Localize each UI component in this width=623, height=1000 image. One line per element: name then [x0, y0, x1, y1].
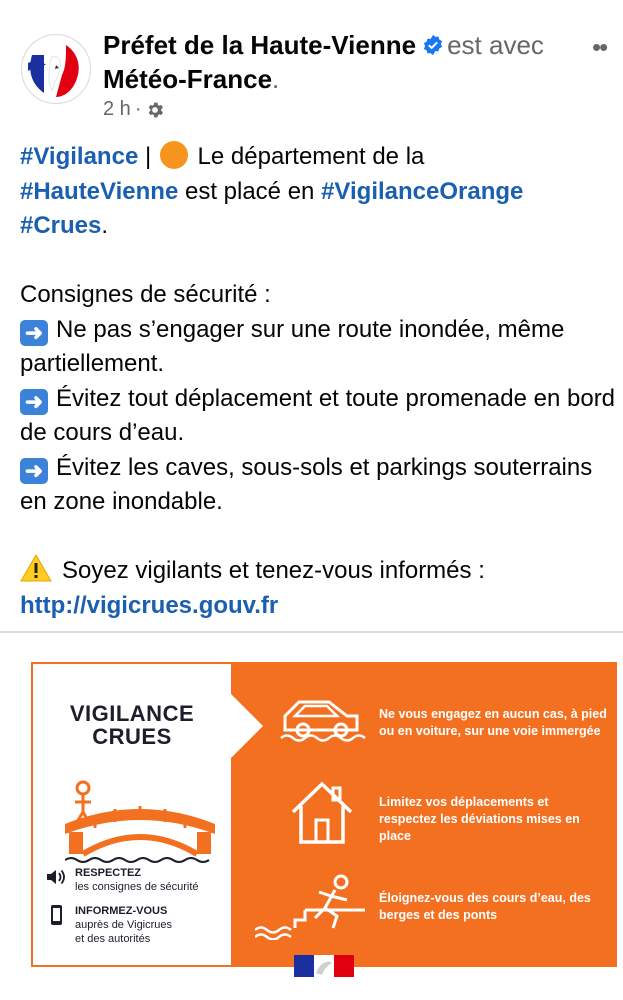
- consigne-text: Ne pas s’engager sur une route inondée, même partiellement.: [20, 315, 565, 377]
- post-line-3: [20, 209, 620, 244]
- vigilance-crues-image[interactable]: [31, 662, 617, 967]
- consignes-title: Consignes de sécurité :: [20, 281, 271, 308]
- meta-separator: ·: [134, 98, 142, 120]
- consigne-item: [20, 313, 620, 382]
- hashtag-crues[interactable]: #Crues: [20, 212, 102, 239]
- infographic-title: [33, 702, 231, 748]
- panel-notch: [229, 692, 263, 760]
- left-item-sub: les consignes de sécurité: [75, 881, 199, 893]
- vigicrues-link[interactable]: http://vigicrues.gouv.fr: [20, 591, 279, 619]
- link-line: [20, 589, 620, 624]
- right-item-text: Éloignez-vous des cours d’eau, des berges et des ponts: [379, 891, 591, 922]
- infographic-left-panel: [33, 664, 231, 965]
- right-item-text: Limitez vos déplacements et respectez les déviations mises en place: [379, 795, 580, 843]
- left-item-sub: et des autorités: [75, 933, 151, 945]
- consigne-item: [20, 382, 620, 451]
- hashtag-vigilanceorange[interactable]: #VigilanceOrange: [321, 177, 524, 205]
- avatar[interactable]: [21, 34, 91, 104]
- divider: [0, 631, 623, 633]
- infographic-right-panel: [231, 664, 617, 965]
- flooded-car-icon: [279, 694, 367, 746]
- hashtag-vigilance[interactable]: #Vigilance: [20, 143, 139, 170]
- post-line-2-mid: est placé en: [178, 177, 322, 205]
- title-line-2: CRUES: [92, 724, 172, 749]
- tagged-page-name[interactable]: Météo-France: [103, 64, 273, 94]
- consigne-item: [20, 451, 620, 520]
- title-line-1: VIGILANCE: [69, 701, 195, 726]
- right-arrow-icon: ➜: [20, 458, 48, 484]
- post-line-1: [20, 140, 620, 175]
- consigne-text: Évitez les caves, sous-sols et parkings souterrains en zone inondable.: [20, 453, 593, 515]
- post-line-3-end: .: [101, 212, 109, 239]
- orange-circle-icon: [160, 141, 188, 169]
- post-time[interactable]: 2 h: [103, 98, 131, 120]
- republique-francaise-logo-icon: [294, 955, 354, 977]
- pipe-separator: |: [138, 143, 158, 170]
- warning-line: [20, 554, 620, 589]
- post-meta: [103, 98, 165, 121]
- more-options-button[interactable]: [592, 32, 618, 62]
- marianne-logo-icon: [22, 35, 90, 103]
- left-item-informez: [45, 904, 172, 946]
- warning-icon: [20, 554, 52, 582]
- post-line-2: [20, 175, 620, 210]
- house-icon: [289, 780, 355, 846]
- left-item-strong: RESPECTEZ: [75, 867, 142, 879]
- with-text: est avec: [447, 30, 544, 60]
- running-person-icon: [255, 874, 365, 940]
- speaker-icon: [45, 866, 67, 888]
- post-body: [20, 140, 620, 623]
- gear-icon[interactable]: [145, 100, 165, 120]
- warning-text: Soyez vigilants et tenez-vous informés :: [62, 557, 485, 584]
- post-header: [0, 0, 623, 130]
- right-arrow-icon: ➜: [20, 320, 48, 346]
- post-line-1-rest: Le département de la: [190, 143, 425, 170]
- right-item-text: Ne vous engagez en aucun cas, à pied ou en voiture, sur une voie immergée: [379, 707, 607, 738]
- bridge-icon: [65, 776, 215, 866]
- ellipsis-icon: ••: [592, 32, 607, 62]
- verified-badge-icon: [422, 30, 444, 52]
- consigne-text: Évitez tout déplacement et toute promenade en bord de cours d’eau.: [20, 384, 616, 446]
- phone-icon: [45, 904, 67, 926]
- right-arrow-icon: ➜: [20, 389, 48, 415]
- with-end: .: [272, 64, 280, 94]
- left-item-strong: INFORMEZ-VOUS: [75, 905, 168, 917]
- author-line: [103, 28, 573, 96]
- left-item-respectez: [45, 866, 199, 894]
- author-name[interactable]: Préfet de la Haute-Vienne: [103, 30, 417, 60]
- hashtag-hautevienne[interactable]: #HauteVienne: [20, 177, 179, 205]
- left-item-sub: auprès de Vigicrues: [75, 919, 173, 931]
